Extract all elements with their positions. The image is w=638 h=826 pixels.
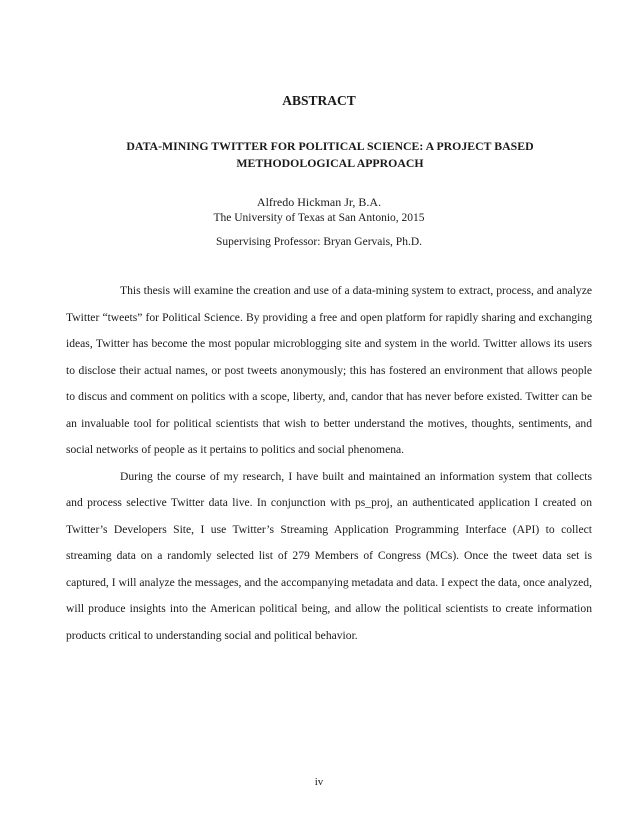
institution: The University of Texas at San Antonio, 2015 [213,212,425,224]
page-number: iv [314,776,324,788]
author-name: Alfredo Hickman Jr, B.A. [256,195,382,209]
abstract-paragraph-2: During the course of my research, I have built and maintained an information system that collects and process selective Twitter data live. In conjunction with ps_proj, an authenticated application I created on Twitter’s Developers Site, I use Twitter’s Streaming Application Programming Interface (API) to collect streaming data on a randomly selected list of 279 Members of Congress (MCs). Once the tweet data set is captured, I will analyze the messages, and the accompanying metadata and data. I expect the data, once analyzed, will produce insights into the American political being, and allow the political scientists to create information products critical to understanding social and political behavior. [66,469,592,642]
abstract-paragraph-1: This thesis will examine the creation and use of a data-mining system to extract, process, and analyze Twitter “tweets” for Political Science. By providing a free and open platform for rapidly sharing and exchanging ideas, Twitter has become the most popular microblogging site and system in the world. Twitter allows its users to disclose their actual names, or post tweets anonymously; this has fostered an environment that allows people to discus and comment on politics with a scope, liberty, and, candor that has never before existed. Twitter can be an invaluable tool for political scientists that wish to better understand the motives, thoughts, sentiments, and social networks of people as it pertains to politics and social phenomena. [66,284,592,456]
supervisor: Supervising Professor: Bryan Gervais, Ph.D. [215,236,423,248]
thesis-title: DATA-MINING TWITTER FOR POLITICAL SCIENCE: A PROJECT BASED METHODOLOGICAL APPROACH [126,139,534,170]
abstract-heading: ABSTRACT [282,93,356,108]
abstract-body [66,278,592,649]
